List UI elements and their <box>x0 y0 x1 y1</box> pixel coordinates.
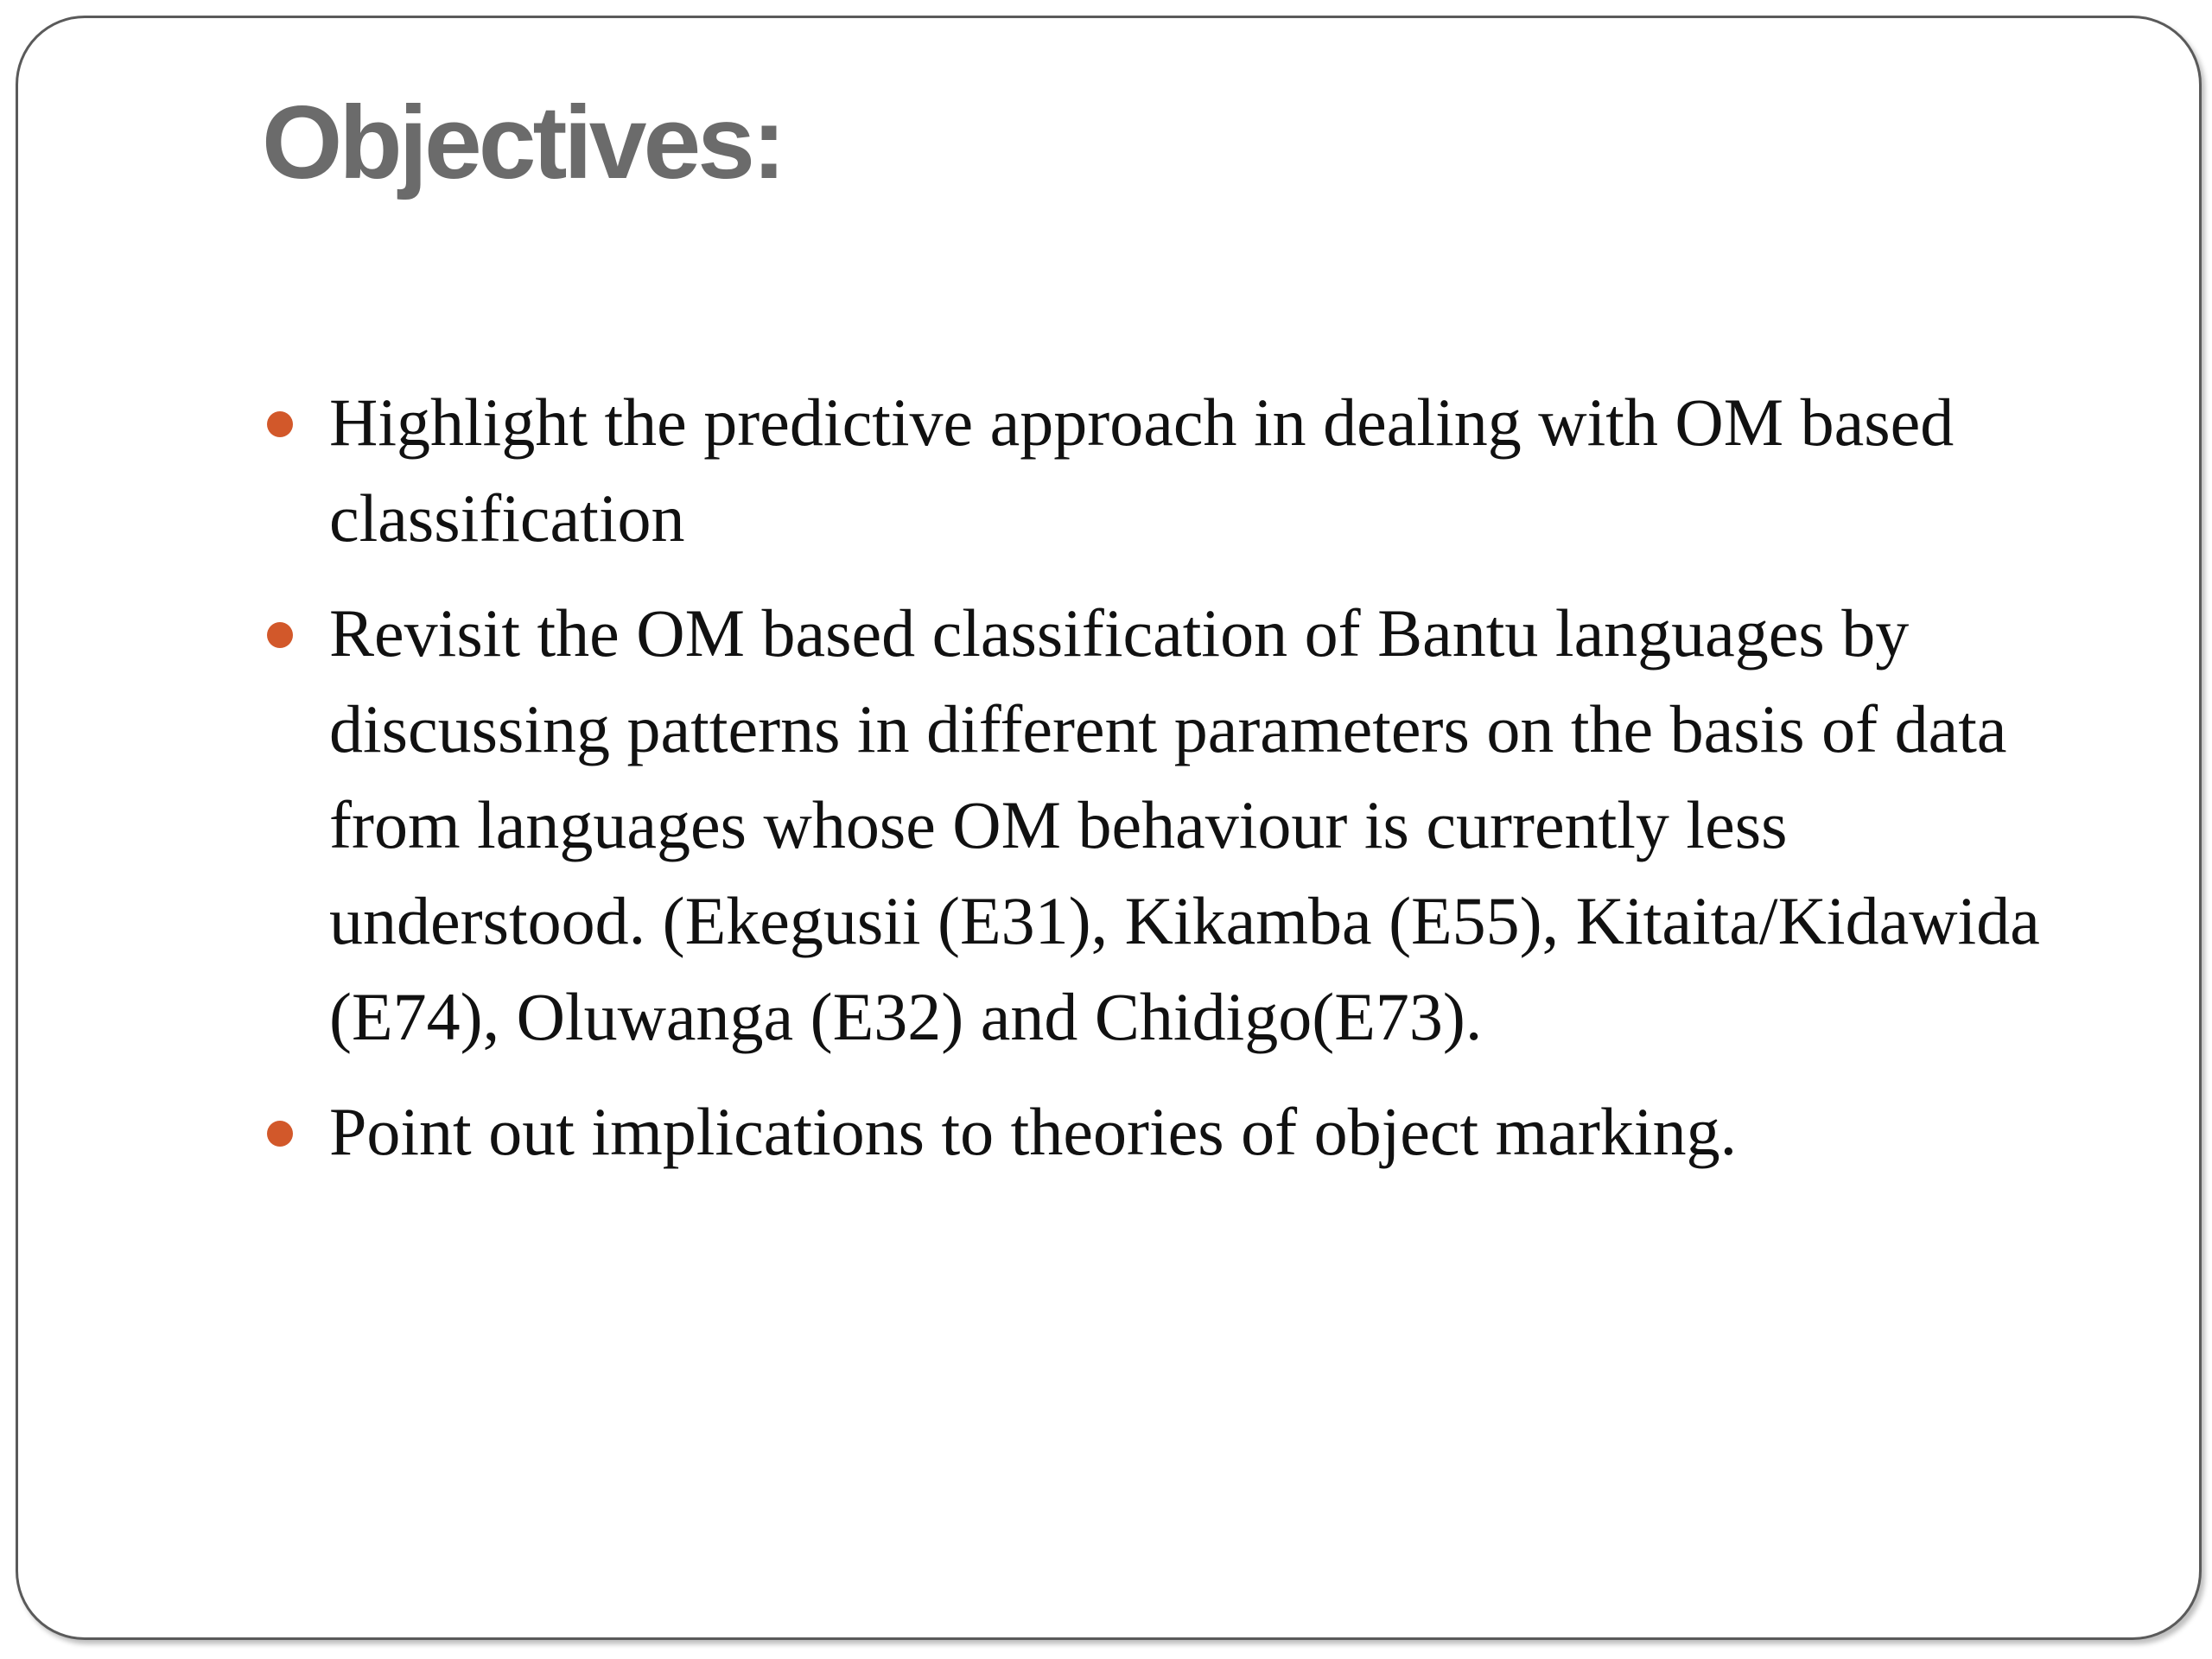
bullet-text: Highlight the predictive approach in dealing with OM based classification <box>329 385 1955 556</box>
bullet-text: Revisit the OM based classification of Bantu languages by discussing patterns in different parameters on the basis of data from languages whose OM behaviour is currently less understood. (Ekegusii (E31), Kikamba (E55), Kitaita/Kidawida (E74), Oluwanga (E32) and Chidigo(E73). <box>329 595 2040 1054</box>
slide-frame <box>16 16 2202 1640</box>
slide-title: Objectives: <box>262 85 783 200</box>
bullet-list <box>262 374 2120 1198</box>
bullet-text: Point out implications to theories of object marking. <box>329 1094 1738 1169</box>
bullet-dot-icon <box>267 1121 293 1147</box>
bullet-dot-icon <box>267 622 293 648</box>
bullet-item <box>262 374 2120 566</box>
bullet-dot-icon <box>267 411 293 437</box>
bullet-item <box>262 1084 2120 1179</box>
bullet-item <box>262 585 2120 1065</box>
